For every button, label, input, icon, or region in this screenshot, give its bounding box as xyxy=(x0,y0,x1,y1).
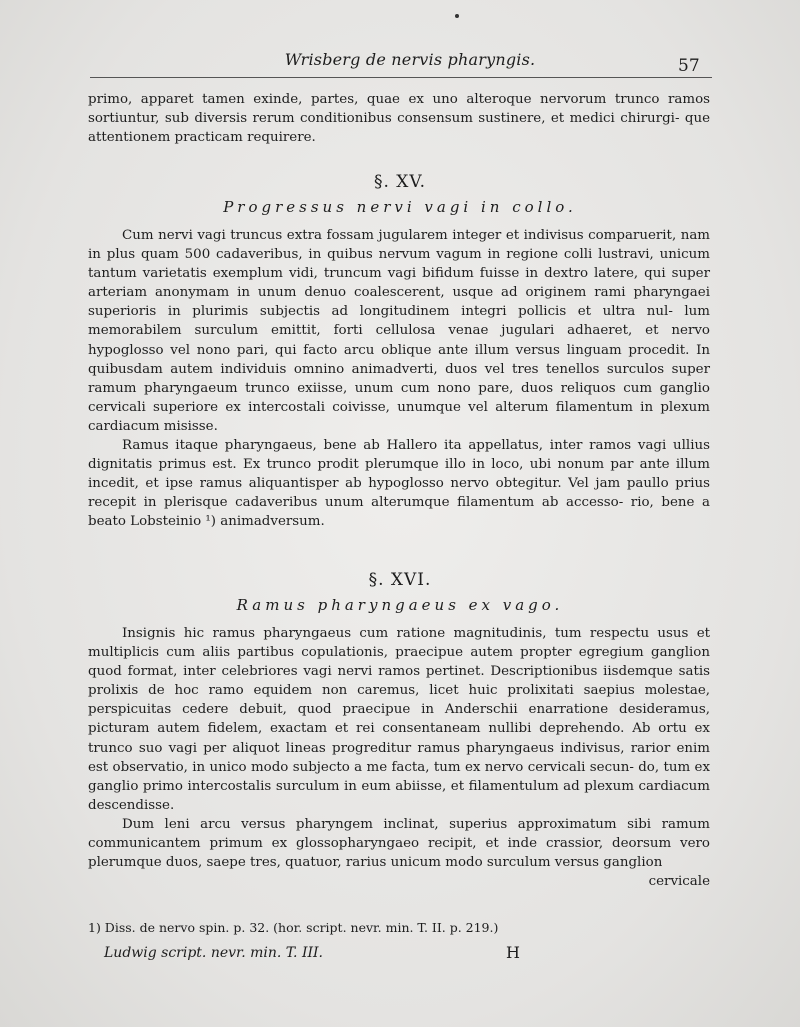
section-16-paragraph: Insignis hic ramus pharyngaeus cum ratione magnitudinis, tum respectu usus et multiplicis cum aliis partibus copulationis, praecipue autem propter egregium ganglion quod format, inter celebriores vagi nervi ramos pertinet. Descriptionibus iisdemque satis prolixis de hoc ramo equidem non caremus, licet huic prolixitati saepius molestae, perspicuitas cedere debuit, quod praecipue in Anderschii enarratione desideramus, picturam autem fidelem, exactam et rei consentaneam nullibi deprehendo. Ab ortu ex trunco suo vagi per aliquot lineas progreditur ramus pharyngaeus indivisus, rarior enim est observatio, in unico modo subjecto a me facta, tum ex nervo cervicali secun- do, tum ex ganglio primo intercostalis surculum in eum abiisse, et filamentulum ad plexum cardiacum descendisse. xyxy=(88,626,710,813)
page-number: 57 xyxy=(678,56,700,76)
section-15-paragraph: Ramus itaque pharyngaeus, bene ab Hallero ita appellatus, inter ramos vagi ullius dignitatis primus est. Ex trunco prodit plerumque illo in loco, ubi nonum par ante illum incedit, et ipse ramus aliquantisper ab hypoglosso nervo obtegitur. Vel jam paullo prius recepit in plerisque cadaveribus unum alterumque filamentum ab accesso- rio, bene a beato Lobsteinio ¹) animadversum. xyxy=(88,438,710,530)
signature-line: Ludwig script. nevr. min. T. III. xyxy=(104,945,323,961)
header-rule xyxy=(90,77,712,78)
section-15-number: §. XV. xyxy=(373,172,427,192)
section-15-title: Progressus nervi vagi in collo. xyxy=(223,198,577,216)
section-16-number: §. XVI. xyxy=(368,570,432,590)
section-16-body xyxy=(88,624,710,891)
section-16-paragraph: Dum leni arcu versus pharyngem inclinat, superius approximatum sibi ramum communicantem primum ex glossopharyngaeo recipit, et inde crassior, deorsum vero plerumque duos, saepe tres, quatuor, rarius unicum modo surculum versus ganglion xyxy=(88,816,710,871)
footnote: 1) Diss. de nervo spin. p. 32. (hor. script. nevr. min. T. II. p. 219.) xyxy=(88,920,499,935)
section-16-title: Ramus pharyngaeus ex vago. xyxy=(236,596,564,614)
catchword: cervicale xyxy=(648,874,710,890)
signature-mark: H xyxy=(506,943,520,962)
printer-dot-mark xyxy=(455,14,459,18)
section-15-body xyxy=(88,226,710,532)
section-15-paragraph: Cum nervi vagi truncus extra fossam jugularem integer et indivisus comparuerit, nam in plus quam 500 cadaveribus, in quibus nervum vagum in regione colli lustravi, unicum tantum varietatis exemplum vidi, truncum vagi bifidum fuisse in dextro latere, qui super arteriam anonymam in unum denuo coalescerent, usque ad originem rami pharyngaei superioris in plurimis subjectis ad longitudinem integri pollicis et ultra nul- lum memorabilem surculum emittit, forti cellulosa venae jugulari adhaeret, et nervo hypoglosso vel nono pari, qui facto arcu oblique ante illum versus linguam procedit. In quibusdam autem individuis omnino animadverti, duos vel tres tenellos surculos super ramum pharyngaeum trunco exiisse, unum cum nono pare, duos reliquos cum ganglio cervicali superiore ex intercostali coivisse, unumque vel alterum filamentum in plexum cardiacum misisse. xyxy=(88,228,710,434)
top-paragraph: primo, apparet tamen exinde, partes, quae ex uno alteroque nervorum trunco ramos sortiuntur, sub diversis rerum conditionibus consensum sustinere, et medici chirurgi- que attentionem practicam requirere. xyxy=(88,92,710,146)
top-paragraph-block xyxy=(88,90,710,147)
running-head: Wrisberg de nervis pharyngis. xyxy=(284,50,536,69)
